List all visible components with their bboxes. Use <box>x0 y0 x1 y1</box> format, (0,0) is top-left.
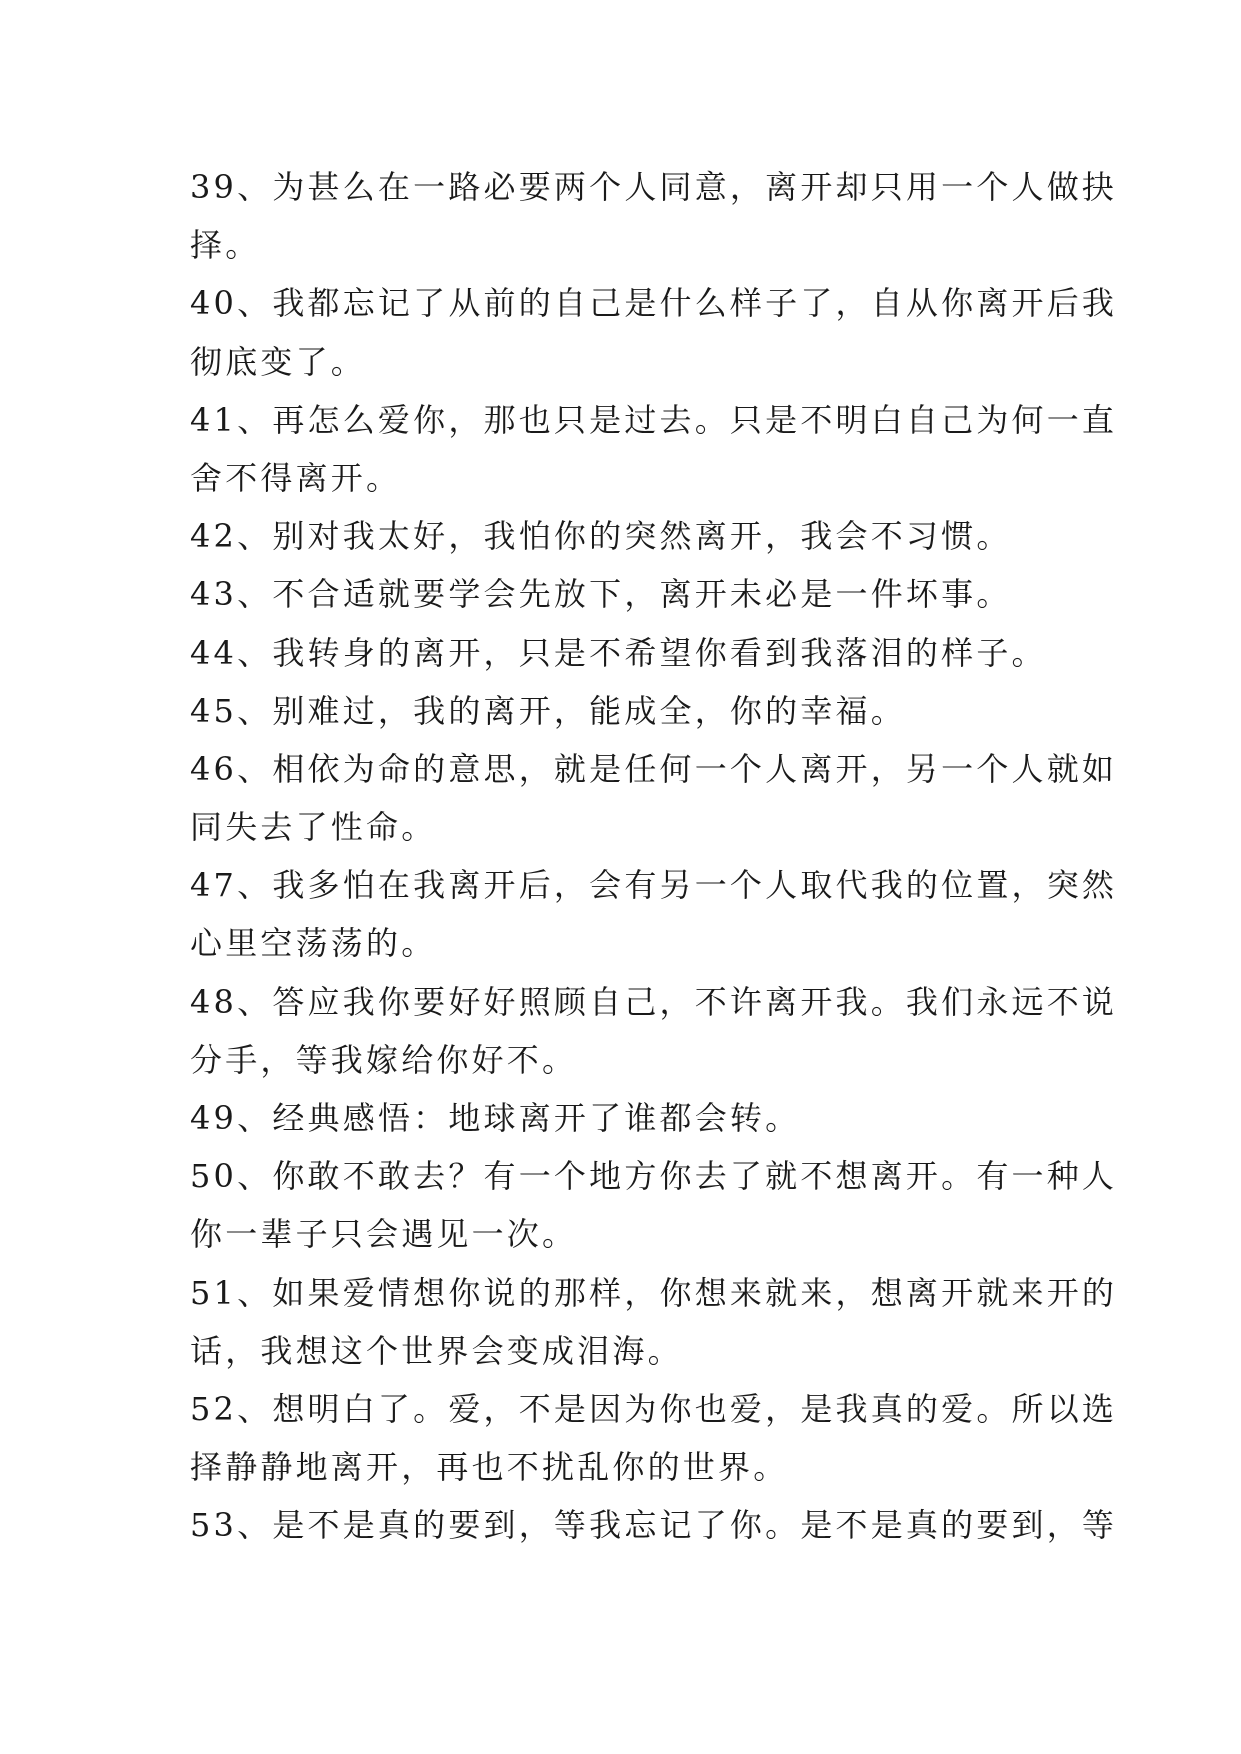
text-line: 44、我转身的离开，只是不希望你看到我落泪的样子。 <box>190 633 1047 672</box>
text-line: 48、答应我你要好好照顾自己，不许离开我。我们永远不说 <box>190 982 1118 1021</box>
text-line: 52、想明白了。爱，不是因为你也爱，是我真的爱。所以选 <box>190 1389 1118 1428</box>
text-line: 53、是不是真的要到，等我忘记了你。是不是真的要到，等 <box>190 1506 1118 1545</box>
text-line: 同失去了性命。 <box>190 808 437 847</box>
text-line: 47、我多怕在我离开后，会有另一个人取代我的位置，突然 <box>190 866 1118 905</box>
text-line: 41、再怎么爱你，那也只是过去。只是不明白自己为何一直 <box>190 400 1118 439</box>
text-line: 舍不得离开。 <box>190 458 402 497</box>
text-line: 40、我都忘记了从前的自己是什么样子了，自从你离开后我 <box>190 284 1118 323</box>
text-line: 42、别对我太好，我怕你的突然离开，我会不习惯。 <box>190 517 1012 556</box>
text-line: 45、别难过，我的离开，能成全，你的幸福。 <box>190 691 906 730</box>
text-line: 心里空荡荡的。 <box>190 924 437 963</box>
text-line: 50、你敢不敢去？有一个地方你去了就不想离开。有一种人 <box>190 1157 1118 1196</box>
text-line: 43、不合适就要学会先放下，离开未必是一件坏事。 <box>190 575 1012 614</box>
text-line: 分手，等我嫁给你好不。 <box>190 1040 578 1079</box>
text-line: 你一辈子只会遇见一次。 <box>190 1215 578 1254</box>
text-line: 择静静地离开，再也不扰乱你的世界。 <box>190 1448 789 1487</box>
text-line: 39、为甚么在一路必要两个人同意，离开却只用一个人做抉 <box>190 168 1118 206</box>
text-line: 择。 <box>190 226 261 265</box>
text-line: 46、相依为命的意思，就是任何一个人离开，另一个人就如 <box>190 749 1118 788</box>
text-line: 51、如果爱情想你说的那样，你想来就来，想离开就来开的 <box>190 1273 1118 1312</box>
text-line: 话，我想这个世界会变成泪海。 <box>190 1331 683 1370</box>
document-body <box>190 158 1118 1555</box>
text-line: 49、经典感悟：地球离开了谁都会转。 <box>190 1099 801 1137</box>
text-line: 彻底变了。 <box>190 342 367 381</box>
